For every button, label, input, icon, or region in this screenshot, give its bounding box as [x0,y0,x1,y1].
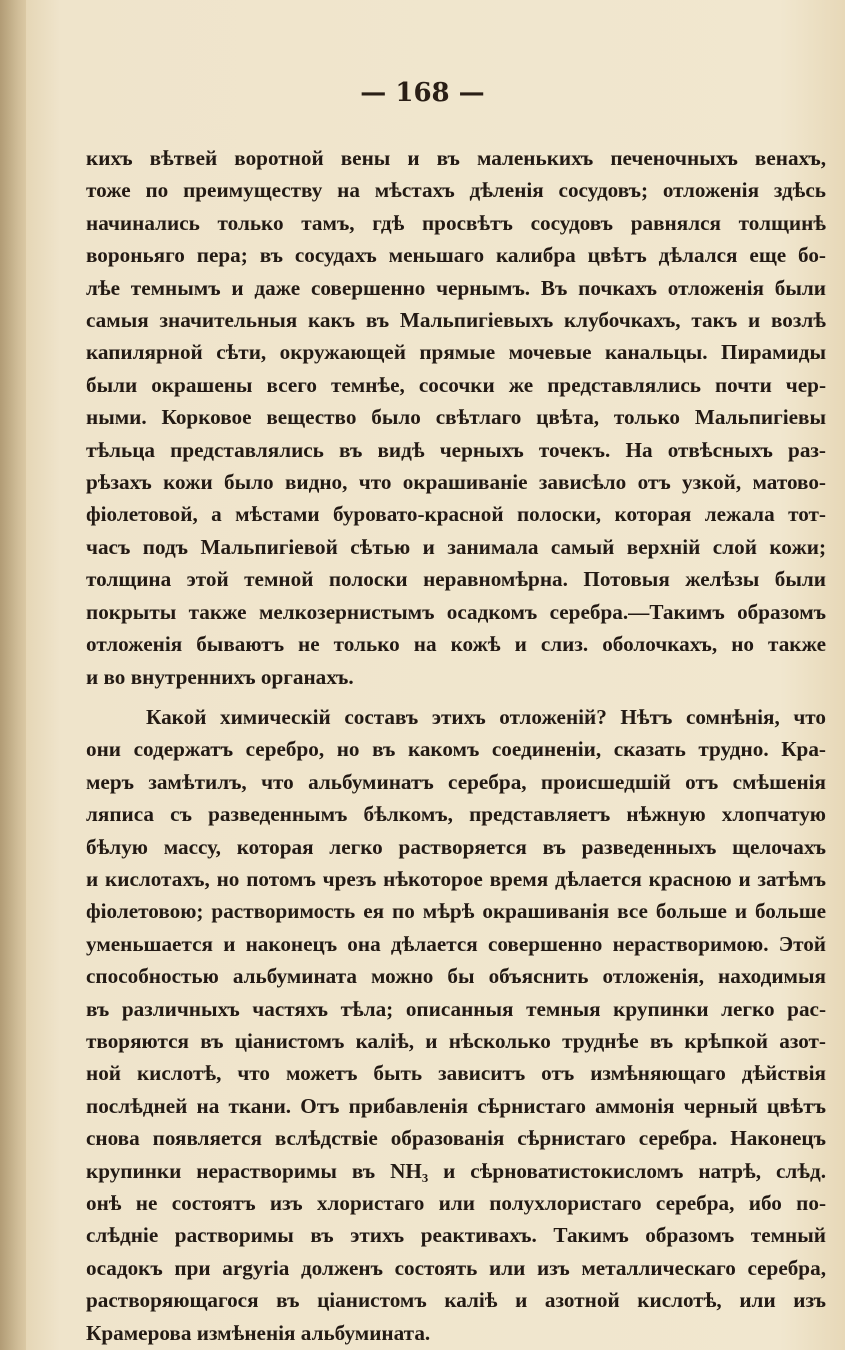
text-line: въ различныхъ частяхъ тѣла; описанныя темныя крупинки легко рас- [86,996,826,1021]
text-line: ными. Корковое вещество было свѣтлаго цвѣта, только Мальпигіевы [86,405,826,430]
text-line: часъ подъ Мальпигіевой сѣтью и занимала самый верхній слой кожи; [86,534,826,559]
paragraph [86,142,826,693]
text-line: бѣлую массу, которая легко растворяется въ разведенныхъ щелочахъ [86,834,826,859]
text-line: творяются въ ціанистомъ каліѣ, и нѣсколько труднѣе въ крѣпкой азот- [86,1028,826,1053]
text-line: послѣдней на ткани. Отъ прибавленія сѣрнистаго аммонія черный цвѣтъ [86,1093,826,1118]
text-line: самыя значительныя какъ въ Мальпигіевыхъ клубочкахъ, такъ и возлѣ [86,308,826,333]
page-number: — 168 — [360,78,485,108]
text-line: лѣе темнымъ и даже совершенно чернымъ. Въ почкахъ отложенія были [86,275,826,300]
text-line: Крамерова измѣненія альбумината. [86,1320,431,1345]
text-line: толщина этой темной полоски неравномѣрна. Потовыя желѣзы были [86,567,826,592]
text-line: тоже по преимуществу на мѣстахъ дѣленія сосудовъ; отложенія здѣсь [86,178,826,203]
page-gutter [0,0,26,1350]
text-line: осадокъ при argyria долженъ состоять или изъ металлическаго серебра, [86,1255,826,1280]
text-line: тѣльца представлялись въ видѣ черныхъ точекъ. На отвѣсныхъ раз- [86,437,826,462]
text-line: растворяющагося въ ціанистомъ каліѣ и азотной кислотѣ, или изъ [86,1288,826,1313]
text-line: капилярной сѣти, окружающей прямые мочевые канальцы. Пирамиды [86,340,826,365]
text-line: ляписа съ разведеннымъ бѣлкомъ, представляетъ нѣжную хлопчатую [86,802,826,827]
text-line: крупинки нерастворимы въ NH₃ и сѣрноватистокисломъ натрѣ, слѣд. [86,1158,826,1183]
text-line: были окрашены всего темнѣе, сосочки же представлялись почти чер- [86,372,826,397]
text-line: онѣ не состоятъ изъ хлористаго или полухлористаго серебра, ибо по- [86,1191,826,1215]
text-line: начинались только тамъ, гдѣ просвѣтъ сосудовъ равнялся толщинѣ [86,210,826,235]
text-line: способностью альбумината можно бы объяснить отложенія, находимыя [86,964,826,989]
paragraph [86,701,826,1349]
text-line: Какой химическій составъ этихъ отложеній? Нѣтъ сомнѣнія, что [146,704,826,729]
text-line: снова появляется вслѣдствіе образованія сѣрнистаго серебра. Наконецъ [86,1126,826,1151]
text-line: кихъ вѣтвей воротной вены и въ маленькихъ печеночныхъ венахъ, [86,146,826,170]
text-line: покрыты также мелкозернистымъ осадкомъ серебра.—Такимъ образомъ [86,599,826,624]
text-line: отложенія бываютъ не только на кожѣ и слиз. оболочкахъ, но также [86,632,826,657]
text-line: фіолетовой, а мѣстами буровато-красной полоски, которая лежала тот- [86,502,826,527]
text-line: ной кислотѣ, что можетъ быть зависитъ отъ измѣняющаго дѣйствія [86,1061,826,1086]
body-text [86,142,826,1349]
text-line: слѣдніе растворимы въ этихъ реактивахъ. Такимъ образомъ темный [86,1223,826,1248]
text-line: уменьшается и наконецъ она дѣлается совершенно нерастворимою. Этой [86,931,826,956]
text-line: фіолетовою; растворимость ея по мѣрѣ окрашиванія все больше и больше [86,899,826,924]
text-line: и во внутреннихъ органахъ. [86,664,354,689]
text-line: вороньяго пера; въ сосудахъ меньшаго калибра цвѣтъ дѣлался еще бо- [86,243,826,268]
text-line: и кислотахъ, но потомъ чрезъ нѣкоторое время дѣлается красною и затѣмъ [86,866,826,891]
text-line: рѣзахъ кожи было видно, что окрашиваніе зависѣло отъ узкой, матово- [86,470,826,495]
text-line: меръ замѣтилъ, что альбуминатъ серебра, происшедшій отъ смѣшенія [86,769,826,794]
text-line: они содержатъ серебро, но въ какомъ соединеніи, сказать трудно. Кра- [86,737,826,762]
